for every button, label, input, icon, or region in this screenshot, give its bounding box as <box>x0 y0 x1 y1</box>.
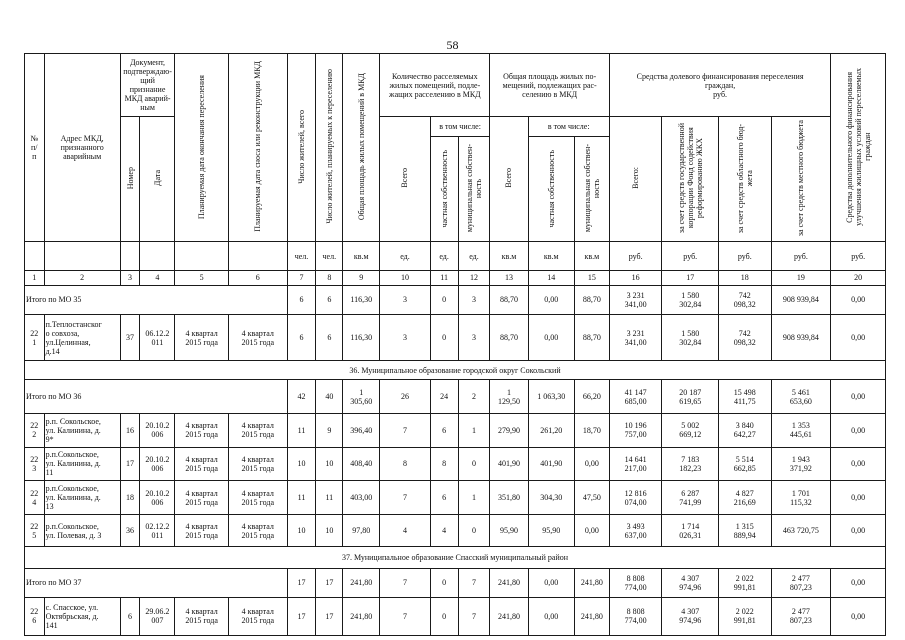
col-number: 8 <box>316 270 343 285</box>
cell: 10 <box>316 447 343 481</box>
row-planned-demolish: 4 квартал 2015 года <box>228 447 287 481</box>
cell: 0,00 <box>831 380 886 414</box>
total-label: Итого по МО 37 <box>25 568 288 597</box>
cell: 20 187 619,65 <box>662 380 719 414</box>
header-fund-fond: за счет средств государственной корпорации Фонд содействия реформированию ЖКХ <box>662 117 719 242</box>
col-number: 17 <box>662 270 719 285</box>
cell: 1 305,60 <box>343 380 380 414</box>
cell: 241,80 <box>574 568 609 597</box>
cell: 18,70 <box>574 413 609 447</box>
unit-cell: ед. <box>380 242 430 270</box>
cell: 47,50 <box>574 481 609 515</box>
header-row-2 <box>25 117 886 137</box>
col-number: 3 <box>120 270 140 285</box>
row-address: р.п.Сокольское, ул. Полевая, д. 3 <box>44 514 120 547</box>
cell: 7 <box>458 597 490 635</box>
cell: 2 477 807,23 <box>771 568 831 597</box>
cell: 9 <box>316 413 343 447</box>
col-number: 14 <box>528 270 574 285</box>
row-planned-demolish: 4 квартал 2015 года <box>228 481 287 515</box>
row-planned-end: 4 квартал 2015 года <box>175 481 229 515</box>
cell: 5 002 669,12 <box>662 413 719 447</box>
cell: 351,80 <box>490 481 528 515</box>
cell: 2 022 991,81 <box>719 568 772 597</box>
col-number: 20 <box>831 270 886 285</box>
cell: 10 <box>316 514 343 547</box>
row-planned-end: 4 квартал 2015 года <box>175 413 229 447</box>
cell: 6 287 741,99 <box>662 481 719 515</box>
cell: 0,00 <box>831 514 886 547</box>
cell: 7 <box>380 481 430 515</box>
cell: 17 <box>316 568 343 597</box>
total-label: Итого по МО 36 <box>25 380 288 414</box>
cell: 15 498 411,75 <box>719 380 772 414</box>
cell: 7 <box>380 568 430 597</box>
header-row-1 <box>25 54 886 117</box>
cell: 3 <box>380 315 430 361</box>
unit-cell: руб. <box>719 242 772 270</box>
column-numbers-row <box>25 270 886 285</box>
row-planned-end: 4 квартал 2015 года <box>175 315 229 361</box>
col-number: 11 <box>430 270 458 285</box>
cell: 0,00 <box>831 285 886 314</box>
cell: 4 <box>380 514 430 547</box>
col-number: 4 <box>140 270 175 285</box>
cell: 41 147 685,00 <box>609 380 662 414</box>
unit-cell: руб. <box>771 242 831 270</box>
cell: 241,80 <box>574 597 609 635</box>
cell: 304,30 <box>528 481 574 515</box>
cell: 908 939,84 <box>771 285 831 314</box>
unit-cell: ед. <box>458 242 490 270</box>
cell: 26 <box>380 380 430 414</box>
col-number: 15 <box>574 270 609 285</box>
row-doc-date: 20.10.2 006 <box>140 413 175 447</box>
cell: 10 <box>287 447 316 481</box>
header-residents-planned: Число жителей, планируемых к переселению <box>316 54 343 242</box>
cell: 3 231 341,00 <box>609 315 662 361</box>
row-doc-date: 02.12.2 011 <box>140 514 175 547</box>
row-doc-date: 20.10.2 006 <box>140 447 175 481</box>
cell: 116,30 <box>343 315 380 361</box>
header-fund-local: за счет средств местного бюджета <box>771 117 831 242</box>
cell: 0 <box>458 514 490 547</box>
cell: 401,90 <box>528 447 574 481</box>
total-row-mo36 <box>25 380 886 414</box>
cell: 10 196 757,00 <box>609 413 662 447</box>
cell: 6 <box>430 481 458 515</box>
table-row <box>25 597 886 635</box>
cell: 8 808 774,00 <box>609 597 662 635</box>
cell: 0,00 <box>528 315 574 361</box>
cell: 408,40 <box>343 447 380 481</box>
cell: 908 939,84 <box>771 315 831 361</box>
col-number: 12 <box>458 270 490 285</box>
header-planned-demolish: Планируемая дата сноса или реконструкции МКД <box>228 54 287 242</box>
cell: 12 816 074,00 <box>609 481 662 515</box>
unit-cell: руб. <box>831 242 886 270</box>
cell: 6 <box>316 315 343 361</box>
col-number: 1 <box>25 270 45 285</box>
header-doc-date: Дата <box>140 117 175 242</box>
row-doc-number: 36 <box>120 514 140 547</box>
cell: 463 720,75 <box>771 514 831 547</box>
row-planned-end: 4 квартал 2015 года <box>175 597 229 635</box>
cell: 88,70 <box>574 285 609 314</box>
header-address: Адрес МКД, признанного аварийным <box>44 54 120 242</box>
cell: 401,90 <box>490 447 528 481</box>
cell: 10 <box>287 514 316 547</box>
cell: 7 <box>458 568 490 597</box>
cell: 97,80 <box>343 514 380 547</box>
cell: 3 231 341,00 <box>609 285 662 314</box>
unit-cell: ед. <box>430 242 458 270</box>
cell: 5 514 662,85 <box>719 447 772 481</box>
row-doc-number: 37 <box>120 315 140 361</box>
cell: 17 <box>287 568 316 597</box>
cell: 0,00 <box>528 568 574 597</box>
col-number: 18 <box>719 270 772 285</box>
row-address: п.Теплостанског о совхоза, ул.Целинная, д.14 <box>44 315 120 361</box>
cell: 6 <box>287 315 316 361</box>
cell: 0 <box>458 447 490 481</box>
cell: 3 840 642,27 <box>719 413 772 447</box>
cell: 3 <box>458 315 490 361</box>
total-row-mo35 <box>25 285 886 314</box>
cell: 0,00 <box>831 447 886 481</box>
cell: 6 <box>430 413 458 447</box>
cell: 742 098,32 <box>719 285 772 314</box>
table-row <box>25 413 886 447</box>
cell: 3 493 637,00 <box>609 514 662 547</box>
section-title: 36. Муниципальное образование городской округ Сокольский <box>25 361 886 380</box>
col-number: 16 <box>609 270 662 285</box>
row-planned-demolish: 4 квартал 2015 года <box>228 315 287 361</box>
cell: 1 580 302,84 <box>662 315 719 361</box>
cell: 1 353 445,61 <box>771 413 831 447</box>
cell: 261,20 <box>528 413 574 447</box>
cell: 7 183 182,23 <box>662 447 719 481</box>
cell: 6 <box>316 285 343 314</box>
cell: 0 <box>430 568 458 597</box>
cell: 0,00 <box>528 285 574 314</box>
total-row-mo37 <box>25 568 886 597</box>
page-number: 58 <box>446 38 459 52</box>
cell: 279,90 <box>490 413 528 447</box>
cell: 2 022 991,81 <box>719 597 772 635</box>
cell: 1 714 026,31 <box>662 514 719 547</box>
cell: 6 <box>287 285 316 314</box>
header-municipal: муниципальная собствен- ность <box>458 137 490 242</box>
unit-cell: кв.м <box>490 242 528 270</box>
row-doc-number: 16 <box>120 413 140 447</box>
header-rooms-count: Количество расселяемых жилых помещений, подле- жащих расселению в МКД <box>380 54 490 117</box>
row-doc-date: 29.06.2 007 <box>140 597 175 635</box>
row-address: с. Спасское, ул. Октябрьская, д. 141 <box>44 597 120 635</box>
cell: 88,70 <box>490 315 528 361</box>
table-row <box>25 514 886 547</box>
row-planned-end: 4 квартал 2015 года <box>175 447 229 481</box>
resettlement-table <box>24 53 886 636</box>
cell: 5 461 653,60 <box>771 380 831 414</box>
section-title: 37. Муниципальное образование Спасский муниципальный район <box>25 547 886 568</box>
cell: 17 <box>316 597 343 635</box>
cell: 241,80 <box>490 597 528 635</box>
unit-cell: кв.м <box>343 242 380 270</box>
cell: 4 307 974,96 <box>662 568 719 597</box>
cell: 14 641 217,00 <box>609 447 662 481</box>
cell: 11 <box>316 481 343 515</box>
header-num: № п/ п <box>25 54 45 242</box>
row-number: 22 1 <box>25 315 45 361</box>
header-area-group: Общая площадь жилых по- мещений, подлежащих рас- селению в МКД <box>490 54 609 117</box>
cell: 4 827 216,69 <box>719 481 772 515</box>
cell: 11 <box>287 413 316 447</box>
row-planned-demolish: 4 квартал 2015 года <box>228 597 287 635</box>
col-number: 2 <box>44 270 120 285</box>
cell: 1 315 889,94 <box>719 514 772 547</box>
header-including: в том числе: <box>430 117 490 137</box>
cell: 66,20 <box>574 380 609 414</box>
header-area-private: частная собственность <box>528 137 574 242</box>
cell: 241,80 <box>343 568 380 597</box>
col-number: 10 <box>380 270 430 285</box>
header-area-municipal: муниципальная собствен- ность <box>574 137 609 242</box>
cell: 0,00 <box>574 514 609 547</box>
cell: 0,00 <box>831 481 886 515</box>
cell: 0,00 <box>831 597 886 635</box>
row-doc-date: 20.10.2 006 <box>140 481 175 515</box>
table-row <box>25 447 886 481</box>
header-private: частная собственность <box>430 137 458 242</box>
header-including-2: в том числе: <box>528 117 609 137</box>
col-number: 9 <box>343 270 380 285</box>
row-planned-demolish: 4 квартал 2015 года <box>228 514 287 547</box>
col-number: 13 <box>490 270 528 285</box>
cell: 8 <box>380 447 430 481</box>
cell: 17 <box>287 597 316 635</box>
header-fund-regional: за счет средств областного бюд- жета <box>719 117 772 242</box>
cell: 1 063,30 <box>528 380 574 414</box>
header-fund-total: Всего: <box>609 117 662 242</box>
cell: 742 098,32 <box>719 315 772 361</box>
cell: 396,40 <box>343 413 380 447</box>
cell: 1 943 371,92 <box>771 447 831 481</box>
section-row-36 <box>25 361 886 380</box>
cell: 3 <box>380 285 430 314</box>
row-planned-end: 4 квартал 2015 года <box>175 514 229 547</box>
header-doc-number: Номер <box>120 117 140 242</box>
cell: 0 <box>430 285 458 314</box>
row-number: 22 3 <box>25 447 45 481</box>
cell: 0,00 <box>831 568 886 597</box>
cell: 241,80 <box>343 597 380 635</box>
cell: 88,70 <box>574 315 609 361</box>
header-additional: Средства дополнительного финансирования улучшения жилищных условий переселяемых граждан <box>831 54 886 242</box>
unit-cell: чел. <box>287 242 316 270</box>
cell: 7 <box>380 413 430 447</box>
cell: 1 580 302,84 <box>662 285 719 314</box>
row-doc-number: 6 <box>120 597 140 635</box>
header-document: Документ, подтверждаю- щий признание МКД аварий- ным <box>120 54 175 117</box>
cell: 0 <box>430 315 458 361</box>
header-funding-group: Средства долевого финансирования переселения граждан, руб. <box>609 54 830 117</box>
cell: 24 <box>430 380 458 414</box>
cell: 0,00 <box>831 413 886 447</box>
unit-cell: чел. <box>316 242 343 270</box>
cell: 1 <box>458 413 490 447</box>
col-number: 6 <box>228 270 287 285</box>
row-number: 22 2 <box>25 413 45 447</box>
row-address: р.п.Сокольское, ул. Калинина, д. 11 <box>44 447 120 481</box>
unit-cell: кв.м <box>574 242 609 270</box>
header-residents-total: Число жителей, всего <box>287 54 316 242</box>
units-row <box>25 242 886 270</box>
col-number: 19 <box>771 270 831 285</box>
cell: 88,70 <box>490 285 528 314</box>
unit-cell: руб. <box>609 242 662 270</box>
header-planned-end: Планируемая дата окончания переселения <box>175 54 229 242</box>
cell: 7 <box>380 597 430 635</box>
cell: 2 <box>458 380 490 414</box>
row-address: р.п. Сокольское, ул. Калинина, д. 9* <box>44 413 120 447</box>
cell: 0,00 <box>574 447 609 481</box>
unit-cell: руб. <box>662 242 719 270</box>
table-row <box>25 481 886 515</box>
cell: 403,00 <box>343 481 380 515</box>
col-number: 7 <box>287 270 316 285</box>
cell: 3 <box>458 285 490 314</box>
row-address: р.п.Сокольское, ул. Калинина, д. 13 <box>44 481 120 515</box>
cell: 11 <box>287 481 316 515</box>
cell: 1 <box>458 481 490 515</box>
cell: 1 129,50 <box>490 380 528 414</box>
cell: 1 701 115,32 <box>771 481 831 515</box>
cell: 42 <box>287 380 316 414</box>
cell: 0 <box>430 597 458 635</box>
header-area-total: Всего <box>490 117 528 242</box>
cell: 40 <box>316 380 343 414</box>
row-number: 22 6 <box>25 597 45 635</box>
row-planned-demolish: 4 квартал 2015 года <box>228 413 287 447</box>
cell: 8 808 774,00 <box>609 568 662 597</box>
table-row <box>25 315 886 361</box>
row-doc-number: 17 <box>120 447 140 481</box>
row-number: 22 5 <box>25 514 45 547</box>
section-row-37 <box>25 547 886 568</box>
cell: 4 307 974,96 <box>662 597 719 635</box>
row-doc-date: 06.12.2 011 <box>140 315 175 361</box>
total-label: Итого по МО 35 <box>25 285 288 314</box>
cell: 0,00 <box>528 597 574 635</box>
cell: 2 477 807,23 <box>771 597 831 635</box>
row-number: 22 4 <box>25 481 45 515</box>
cell: 4 <box>430 514 458 547</box>
cell: 116,30 <box>343 285 380 314</box>
header-rooms-total: Всего <box>380 117 430 242</box>
row-doc-number: 18 <box>120 481 140 515</box>
unit-cell: кв.м <box>528 242 574 270</box>
cell: 8 <box>430 447 458 481</box>
header-total-area: Общая площадь жилых помещений в МКД <box>343 54 380 242</box>
cell: 95,90 <box>490 514 528 547</box>
col-number: 5 <box>175 270 229 285</box>
cell: 241,80 <box>490 568 528 597</box>
cell: 95,90 <box>528 514 574 547</box>
cell: 0,00 <box>831 315 886 361</box>
